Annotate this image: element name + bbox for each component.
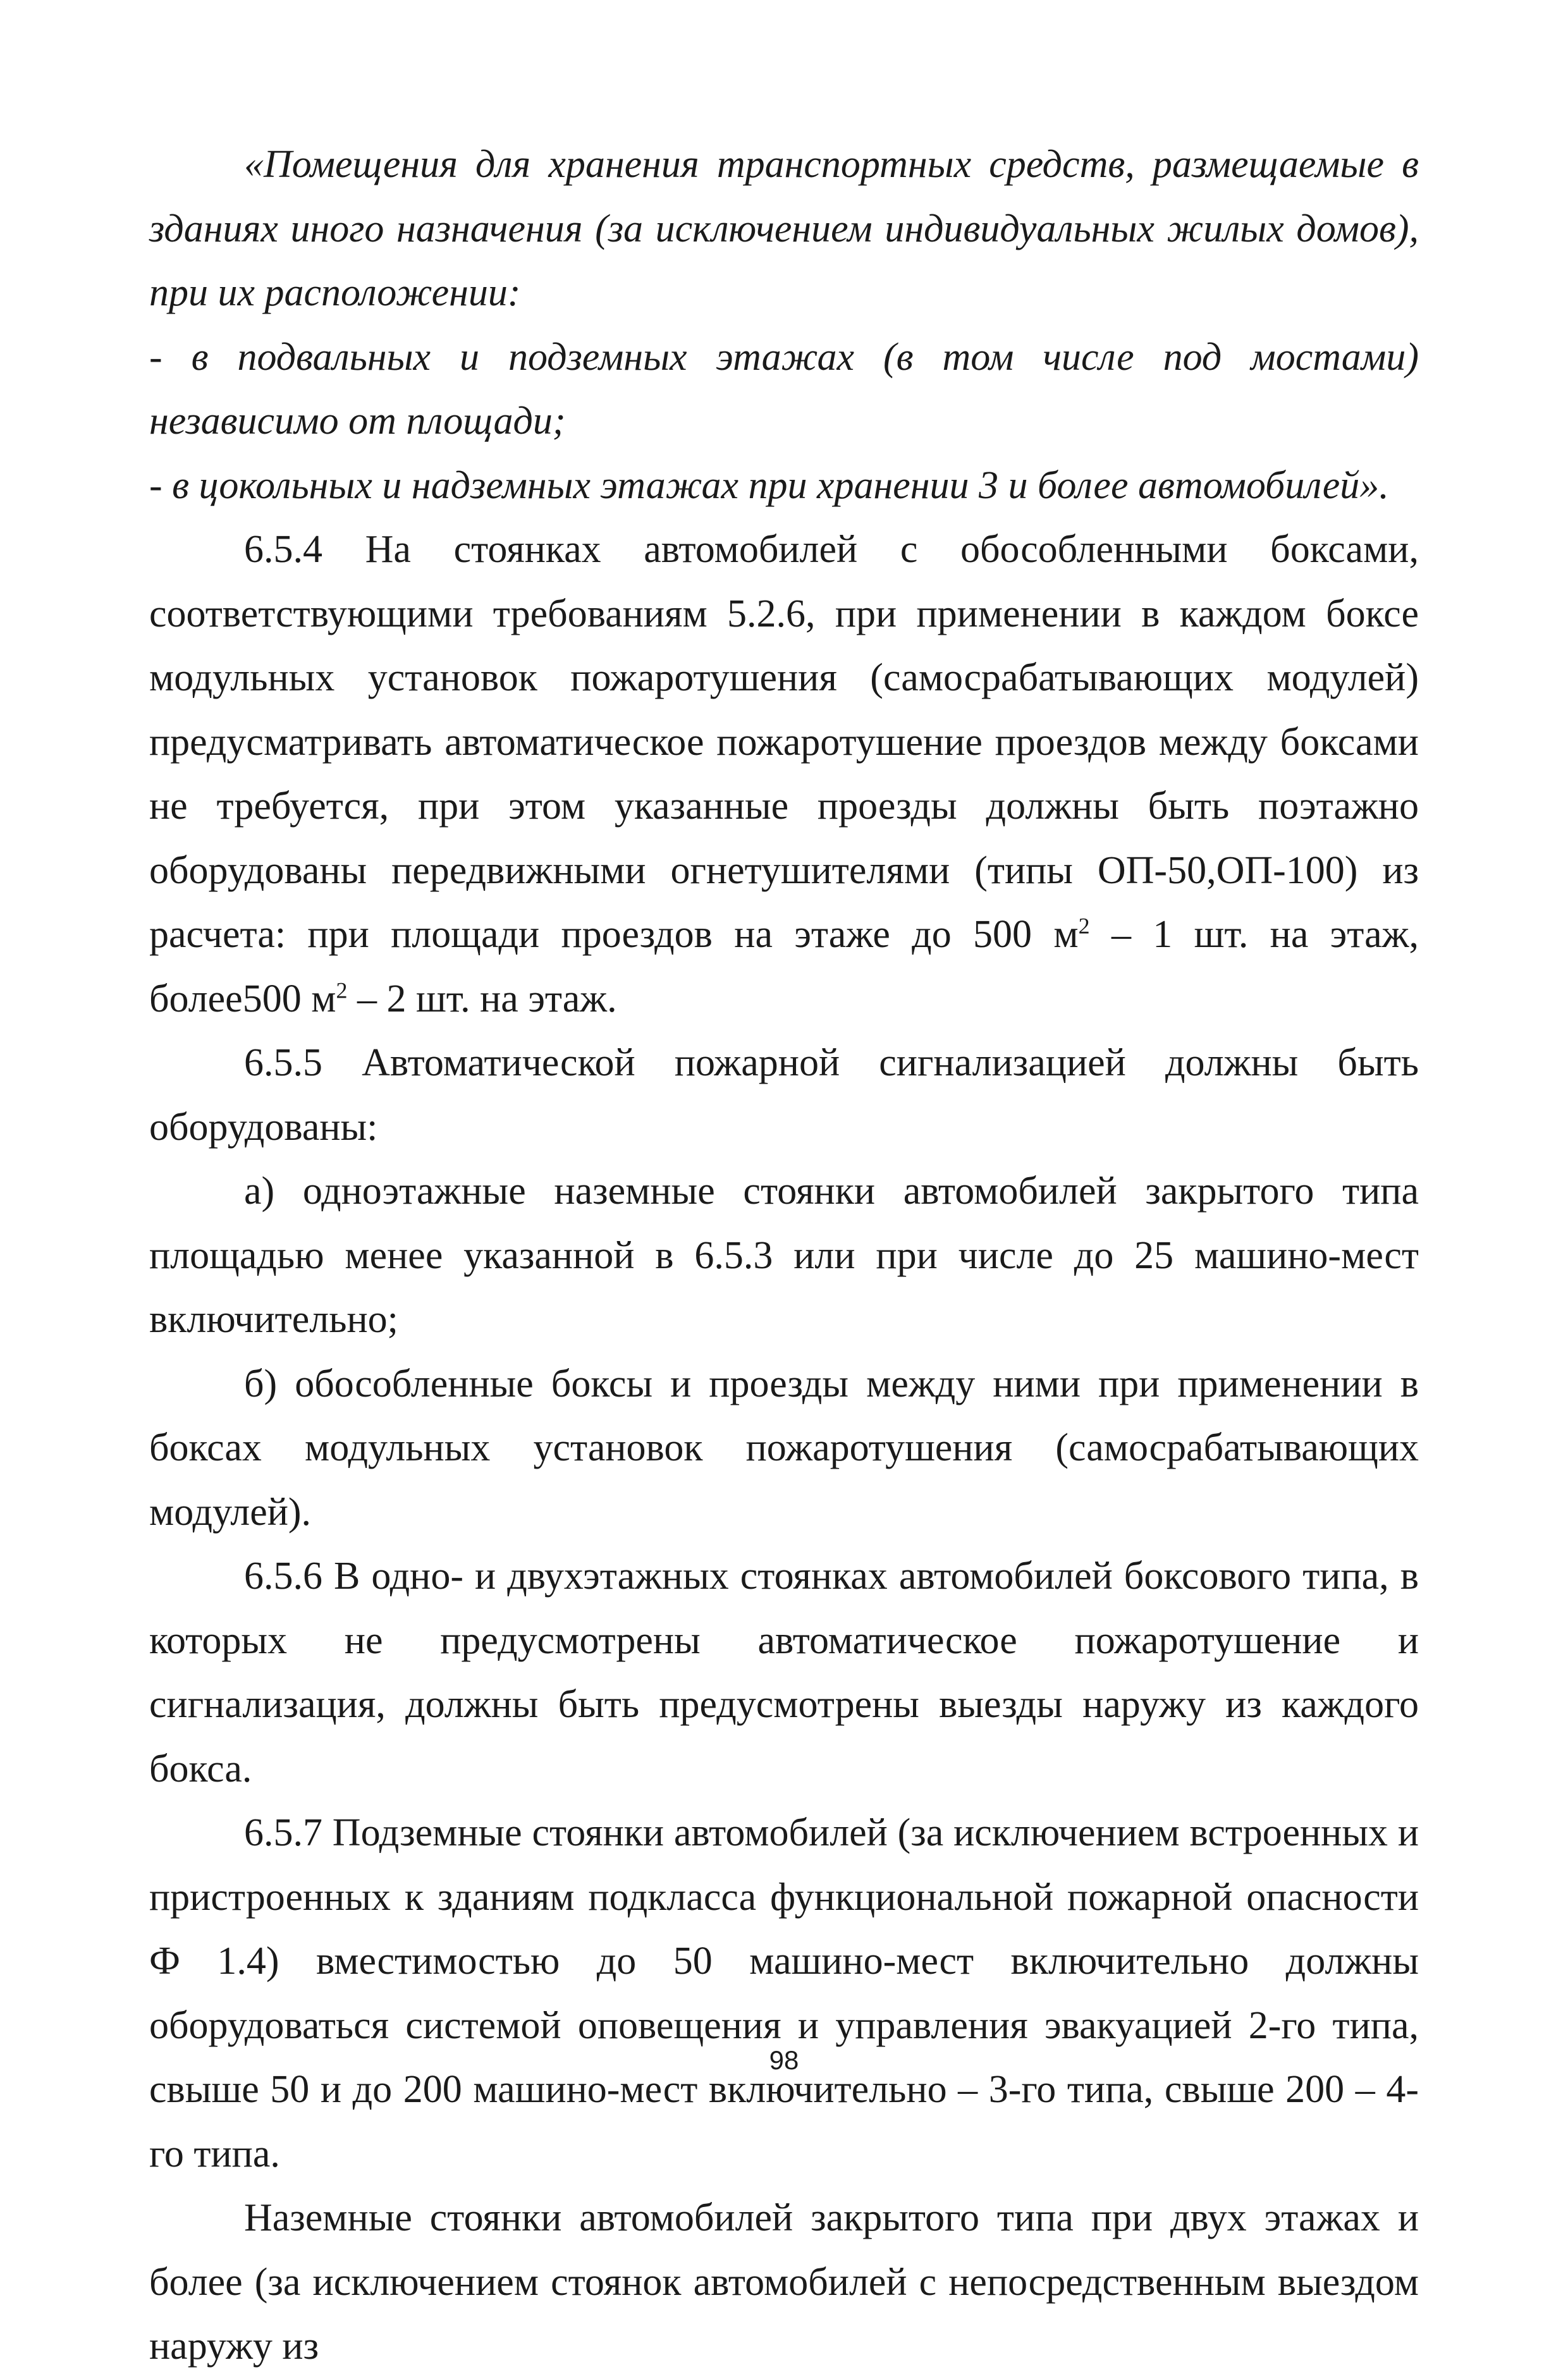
- quote-item-basement: - в подвальных и подземных этажах (в том числе под мостами) независимо от площади;: [149, 335, 1419, 443]
- section-6-5-5-heading: 6.5.5 Автоматической пожарной сигнализацией должны быть оборудованы:: [149, 1041, 1419, 1149]
- section-6-5-7: 6.5.7 Подземные стоянки автомобилей (за исключением встроенных и пристроенных к зданиям подкласса функциональной пожарной опасности Ф 1.4) вместимостью до 50 машино-мест включительно должны оборудоваться системой оповещения и управления эвакуацией 2-го типа, свыше 50 и до 200 машино-мест включительно – 3-го типа, свыше 200 – 4-го типа.: [149, 1811, 1419, 2175]
- section-6-5-4-text-c: – 2 шт. на этаж.: [347, 977, 617, 1020]
- section-6-5-6: 6.5.6 В одно- и двухэтажных стоянках автомобилей боксового типа, в которых не предусмотрены автоматическое пожаротушение и сигнализация, должны быть предусмотрены выезды наружу из каждого бокса.: [149, 1555, 1419, 1790]
- page-number: 98: [769, 2045, 799, 2075]
- superscript-2: 2: [1078, 913, 1090, 939]
- superscript-2: 2: [336, 977, 348, 1003]
- quote-intro: «Помещения для хранения транспортных средств, размещаемые в зданиях иного назначения (за исключением индивидуальных жилых домов), при их расположении:: [149, 143, 1419, 314]
- section-6-5-7-continuation: Наземные стоянки автомобилей закрытого типа при двух этажах и более (за исключением стоянок автомобилей с непосредственным выездом наружу из: [149, 2196, 1419, 2368]
- quote-item-ground-floors: - в цокольных и надземных этажах при хранении 3 и более автомобилей».: [149, 463, 1389, 507]
- section-6-5-4: [149, 518, 1419, 1031]
- section-6-5-5-item-a: а) одноэтажные наземные стоянки автомобилей закрытого типа площадью менее указанной в 6.5.3 или при числе до 25 машино-мест включительно;: [149, 1170, 1419, 1341]
- section-6-5-5-item-b: б) обособленные боксы и проезды между ними при применении в боксах модульных установок пожаротушения (самосрабатывающих модулей).: [149, 1362, 1419, 1534]
- document-body: [149, 133, 1419, 2379]
- section-6-5-4-text-a: 6.5.4 На стоянках автомобилей с обособленными боксами, соответствующими требованиям 5.2.6, при применении в каждом боксе модульных установок пожаротушения (самосрабатывающих модулей) предусматривать автоматическое пожаротушение проездов между боксами не требуется, при этом указанные проезды должны быть поэтажно оборудованы передвижными огнетушителями (типы ОП-50,ОП-100) из расчета: при площади проездов на этаже до 500 м: [149, 528, 1419, 956]
- section-6-5-4-text-b: – 1 шт. на этаж, более500 м: [149, 913, 1419, 1020]
